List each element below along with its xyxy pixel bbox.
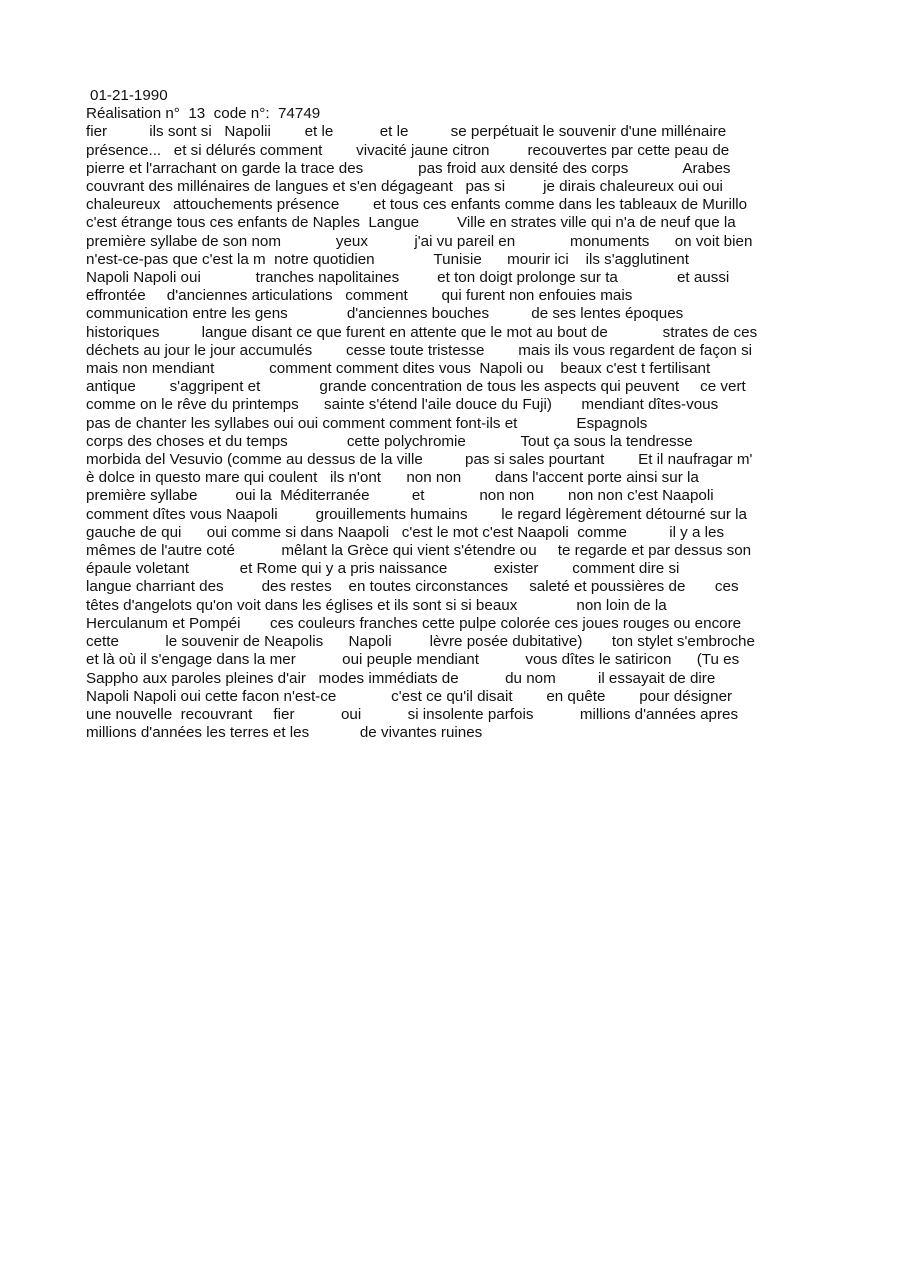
text-line: Napoli Napoli oui tranches napolitaines et ton doigt prolonge sur ta et aussi bbox=[86, 269, 730, 287]
text-line: historiques langue disant ce que furent en attente que le mot au bout de strates de ces bbox=[86, 323, 758, 341]
document-header: Réalisation n° 13 code n°: 74749 bbox=[86, 105, 321, 123]
text-line: langue charriant des des restes en toutes circonstances saleté et poussières de ces bbox=[86, 578, 739, 596]
text-line: couvrant des millénaires de langues et s'en dégageant pas si je dirais chaleureux oui oui bbox=[86, 178, 723, 196]
text-line: gauche de qui oui comme si dans Naapoli c'est le mot c'est Naapoli comme il y a les bbox=[86, 523, 725, 541]
text-line: pas de chanter les syllabes oui oui comment comment font-ils et Espagnols bbox=[86, 414, 648, 432]
text-line: fier ils sont si Napolii et le et le se perpétuait le souvenir d'une millénaire bbox=[86, 123, 727, 141]
text-line: une nouvelle recouvrant fier oui si insolente parfois millions d'années apres bbox=[86, 705, 739, 723]
text-line: déchets au jour le jour accumulés cesse toute tristesse mais ils vous regardent de façon si bbox=[86, 341, 753, 359]
text-line: présence... et si délurés comment vivacité jaune citron recouvertes par cette peau de bbox=[86, 141, 730, 159]
text-line: antique s'aggripent et grande concentration de tous les aspects qui peuvent ce vert bbox=[86, 378, 746, 396]
text-line: épaule voletant et Rome qui y a pris naissance exister comment dire si bbox=[86, 560, 680, 578]
text-line: effrontée d'anciennes articulations comment qui furent non enfouies mais bbox=[86, 287, 633, 305]
text-line: mêmes de l'autre coté mêlant la Grèce qui vient s'étendre ou te regarde et par dessus son bbox=[86, 542, 752, 560]
text-line: pierre et l'arrachant on garde la trace des pas froid aux densité des corps Arabes bbox=[86, 159, 731, 177]
text-line: morbida del Vesuvio (comme au dessus de la ville pas si sales pourtant Et il naufragar m' bbox=[86, 451, 753, 469]
text-line: Sappho aux paroles pleines d'air modes immédiats de du nom il essayait de dire bbox=[86, 669, 716, 687]
document-date: 01-21-1990 bbox=[90, 87, 168, 104]
text-line: comment dîtes vous Naapoli grouillements humains le regard légèrement détourné sur la bbox=[86, 505, 747, 523]
text-line: première syllabe de son nom yeux j'ai vu pareil en monuments on voit bien bbox=[86, 232, 753, 250]
text-line: têtes d'angelots qu'on voit dans les églises et ils sont si si beaux non loin de la bbox=[86, 596, 667, 614]
text-line: et là où il s'engage dans la mer oui peuple mendiant vous dîtes le satiricon (Tu es bbox=[86, 651, 740, 669]
text-line: cette le souvenir de Neapolis Napoli lèvre posée dubitative) ton stylet s'embroche bbox=[86, 633, 755, 651]
text-line: communication entre les gens d'anciennes bouches de ses lentes époques bbox=[86, 305, 684, 323]
text-line: millions d'années les terres et les de vivantes ruines bbox=[86, 724, 483, 742]
text-line: mais non mendiant comment comment dites vous Napoli ou beaux c'est t fertilisant bbox=[86, 360, 711, 378]
text-line: è dolce in questo mare qui coulent ils n'ont non non dans l'accent porte ainsi sur la bbox=[86, 469, 699, 487]
text-line: c'est étrange tous ces enfants de Naples Langue Ville en strates ville qui n'a de neuf que la bbox=[86, 214, 736, 232]
text-line: Napoli Napoli oui cette facon n'est-ce c'est ce qu'il disait en quête pour désigner bbox=[86, 687, 733, 705]
text-line: corps des choses et du temps cette polychromie Tout ça sous la tendresse bbox=[86, 432, 693, 450]
text-line: n'est-ce-pas que c'est la m notre quotidien Tunisie mourir ici ils s'agglutinent bbox=[86, 250, 689, 268]
text-line: première syllabe oui la Méditerranée et non non non non c'est Naapoli bbox=[86, 487, 714, 505]
text-line: Herculanum et Pompéi ces couleurs franches cette pulpe colorée ces joues rouges ou encore bbox=[86, 614, 742, 632]
text-line: comme on le rêve du printemps sainte s'étend l'aile douce du Fuji) mendiant dîtes-vous bbox=[86, 396, 719, 414]
document-text-block bbox=[86, 87, 826, 742]
text-line: chaleureux attouchements présence et tous ces enfants comme dans les tableaux de Murillo bbox=[86, 196, 748, 214]
